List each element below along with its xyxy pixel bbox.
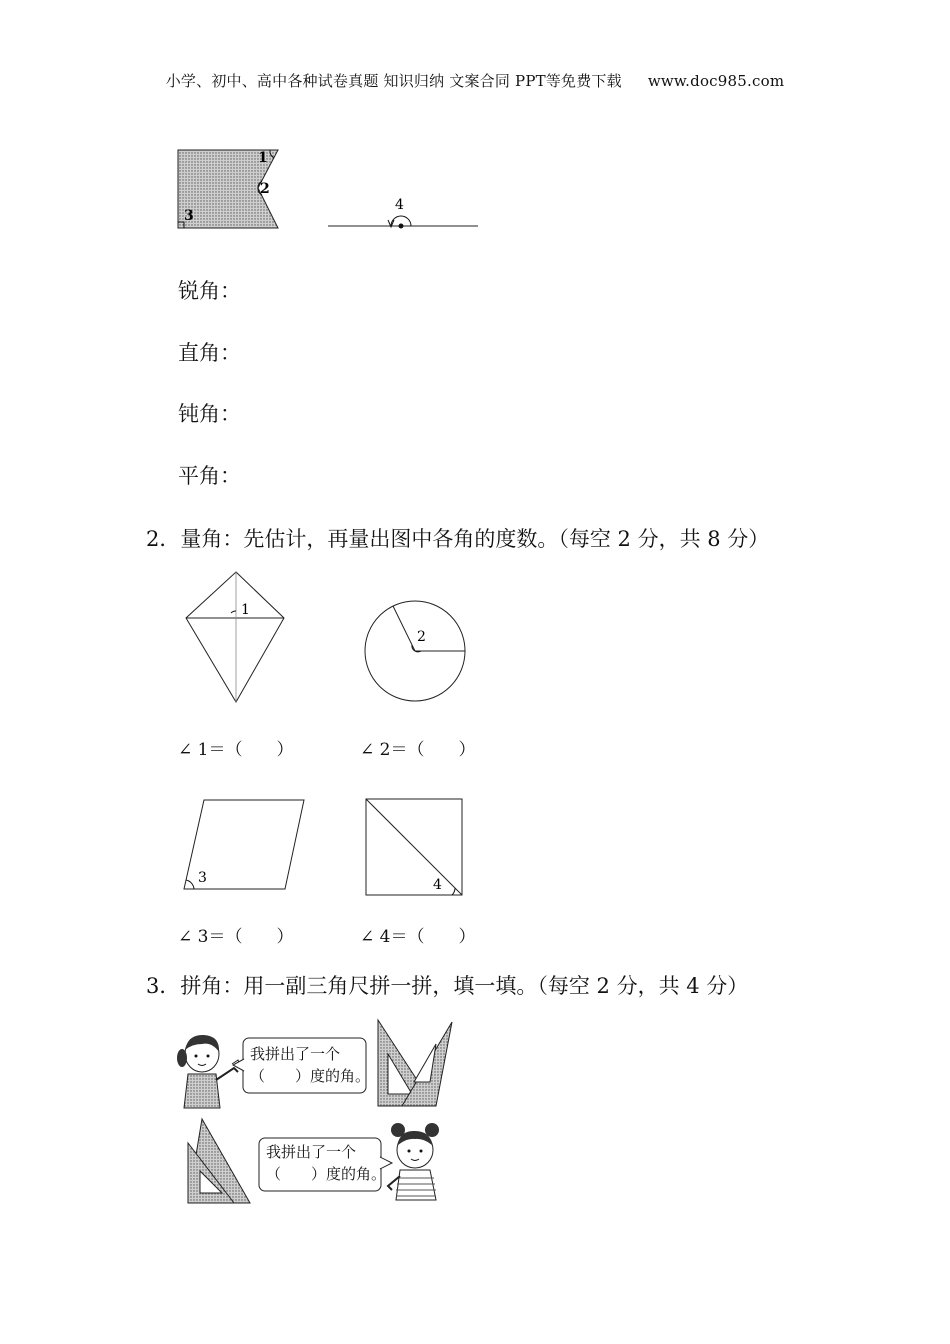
speech-bubble-2 [266,1141,386,1185]
question-3-title: 3．拼角：用一副三角尺拼一拼，填一填。（每空 2 分，共 4 分） [146,974,749,998]
circle-angle-label: 2 [417,629,426,645]
set-square-combination-1 [374,1014,456,1110]
kite-angle-label: 1 [241,602,250,618]
bubble-2-line-1: 我拼出了一个 [266,1143,357,1161]
obtuse-label: 钝角： [178,402,241,426]
circle-radius-upper [393,606,415,651]
angle-label-2: 2 [260,181,270,197]
angle-label-1: 1 [258,150,268,166]
circle-figure [360,598,470,708]
square-angle-label: 4 [433,877,442,893]
parallelogram-angle-label: 3 [198,870,207,886]
answer-angle-1[interactable]: ∠ 1＝（ ） [178,740,294,760]
square-figure [362,796,467,898]
speech-bubble-1 [250,1043,370,1087]
kite-angle-mark [231,611,236,613]
square-angle-mark [452,888,455,895]
answer-angle-3[interactable]: ∠ 3＝（ ） [178,927,294,947]
header-text: 小学、初中、高中各种试卷真题 知识归纳 文案合同 PPT等免费下载 [165,72,622,90]
right-label: 直角： [178,341,241,365]
answer-angle-2[interactable]: ∠ 2＝（ ） [360,740,476,760]
question-2-title: 2．量角：先估计，再量出图中各角的度数。（每空 2 分，共 8 分） [146,527,770,551]
girl-with-buns-illustration [384,1120,448,1202]
kite-figure [180,568,290,708]
answer-angle-4[interactable]: ∠ 4＝（ ） [360,927,476,947]
straight-label: 平角： [178,464,241,488]
angle-label-4: 4 [395,197,404,213]
square-diagonal [366,799,462,895]
figure-angles-1-4 [170,140,490,240]
bubble-1-line-1: 我拼出了一个 [250,1045,341,1063]
header-url: www.doc985.com [647,72,785,90]
angle-label-3: 3 [184,208,194,224]
acute-label: 锐角： [178,279,241,303]
parallelogram-figure [180,796,310,896]
vertex-dot [399,224,404,229]
page-header [0,70,950,91]
bubble-2-line-2[interactable]: （ ）度的角。 [266,1165,387,1183]
bubble-1-line-2[interactable]: （ ）度的角。 [250,1067,371,1085]
kite-outline [186,572,284,702]
set-square-combination-2 [184,1115,256,1207]
parallelogram-angle-mark [186,880,194,889]
